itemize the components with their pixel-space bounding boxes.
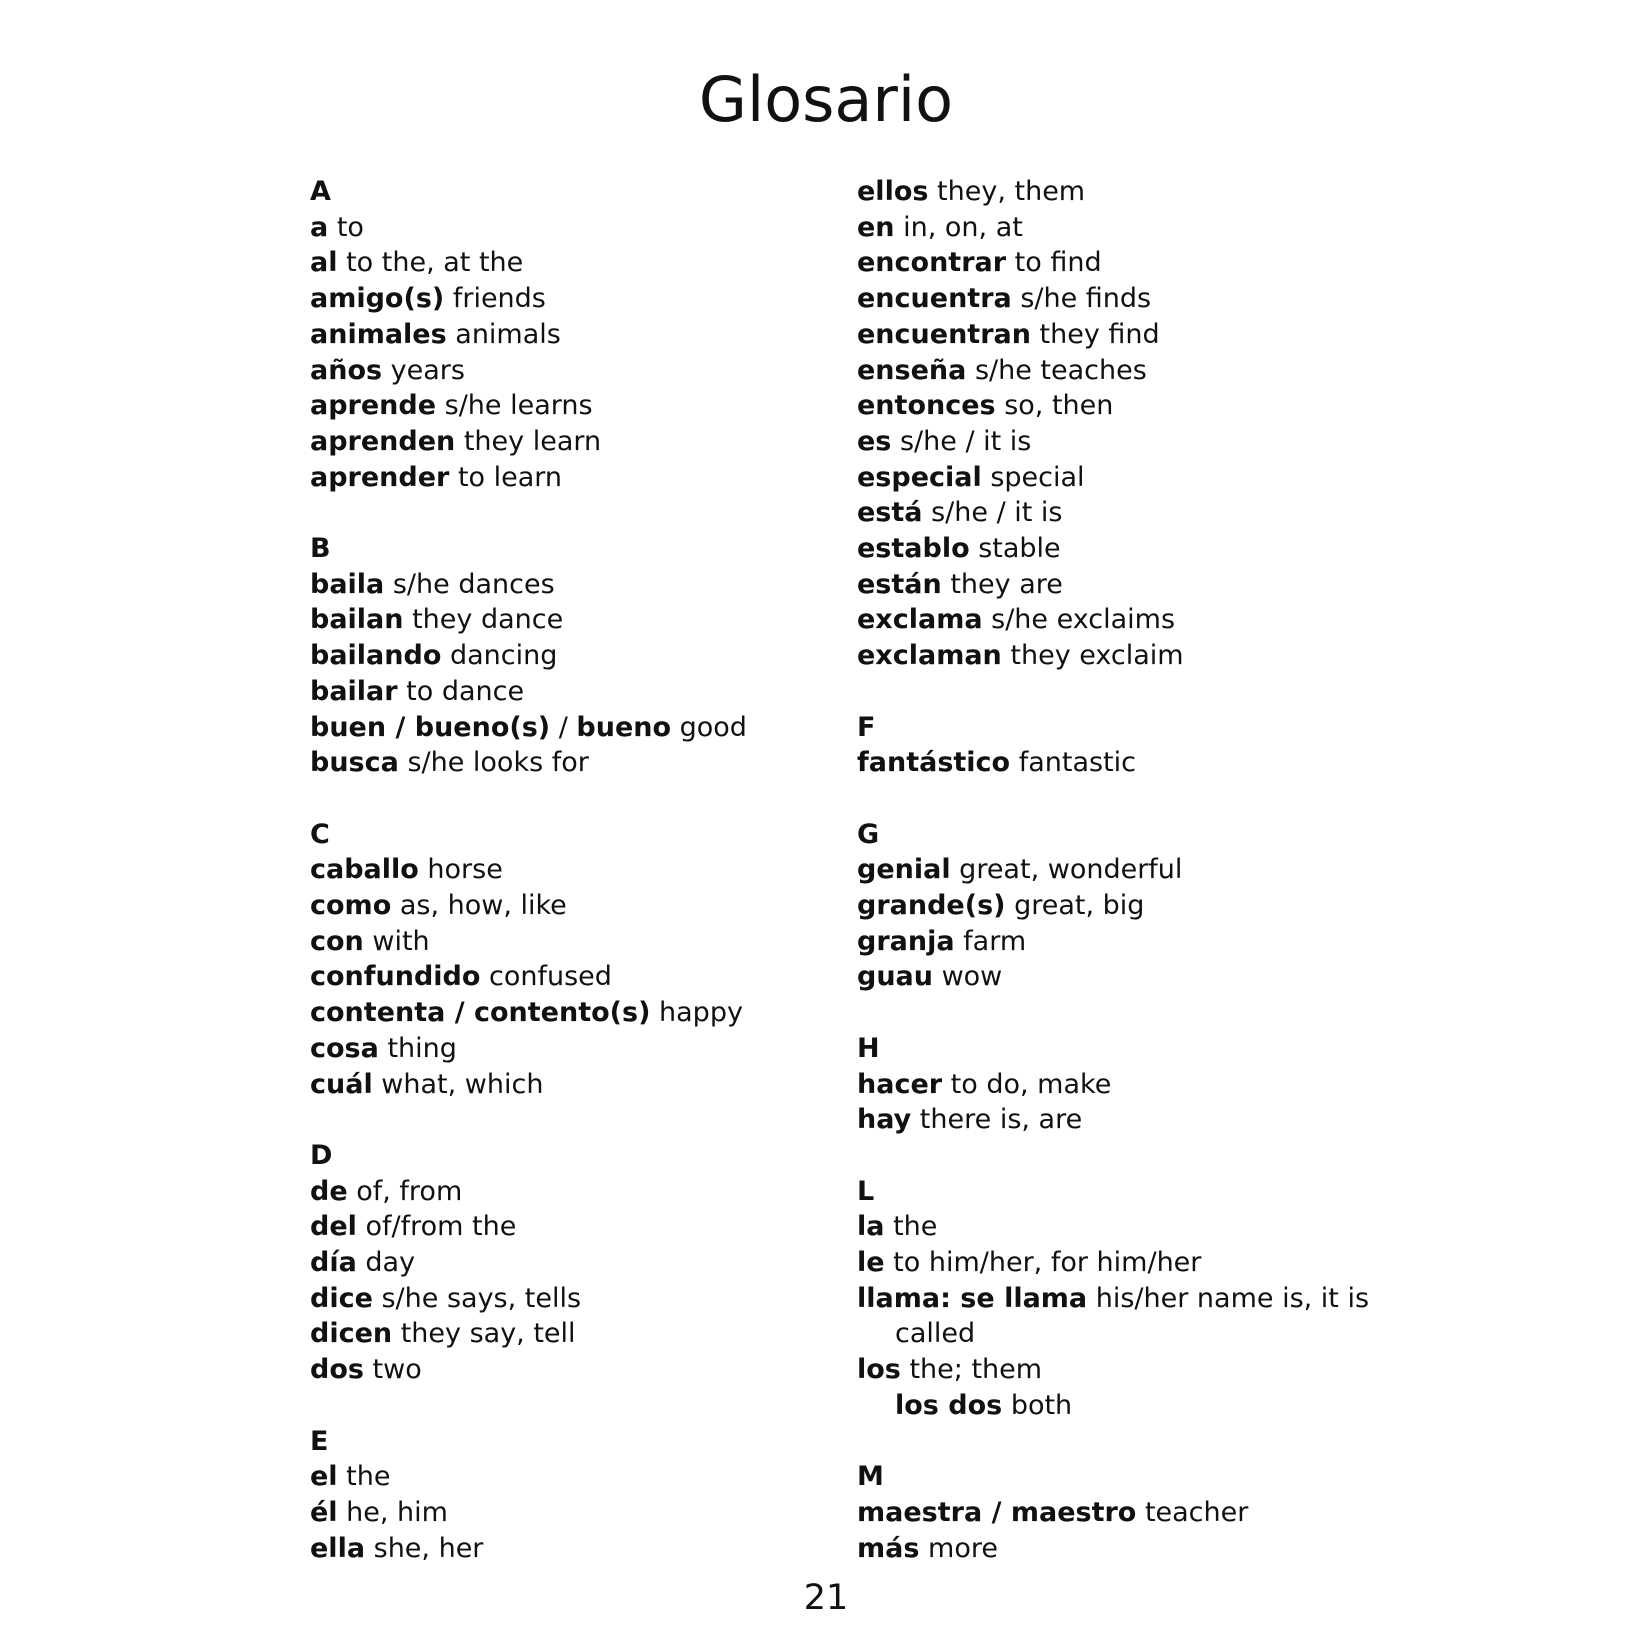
definition: fantastic [1010,747,1136,779]
glossary-entry [310,460,870,496]
glossary-entry [857,745,1417,781]
headword: guau [857,961,933,993]
glossary-entry [310,710,870,746]
definition: friends [444,283,546,315]
definition: happy [650,997,743,1029]
glossary-entry [857,424,1417,460]
glossary-entry [857,567,1417,603]
definition: animals [446,318,561,350]
glossary-entry [857,638,1417,674]
headword: encontrar [857,247,1007,279]
glossary-entry [857,1316,1417,1352]
definition: confused [480,961,612,993]
glossary-entry [857,888,1417,924]
definition: his/her name is, it is [1087,1282,1370,1314]
definition: / [550,711,577,743]
section-letter: G [857,818,880,850]
glossary-column-left [310,174,870,1602]
definition: of, from [347,1175,463,1207]
headword: buen / bueno(s) [310,711,551,743]
definition: with [363,925,430,957]
headword: aprenden [310,425,456,457]
definition: they learn [455,425,602,457]
glossary-entry [857,1352,1417,1388]
definition: teacher [1136,1496,1249,1528]
glossary-entry [310,388,870,424]
section-letter: L [857,1175,875,1207]
glossary-section [857,710,1417,781]
headword: confundido [310,961,481,993]
definition: to [328,211,364,243]
glossary-entry [857,174,1417,210]
glossary-entry [310,245,870,281]
definition: to do, make [942,1068,1112,1100]
section-letter: E [310,1425,329,1457]
headword: es [857,425,892,457]
glossary-entry [310,602,870,638]
glossary-entry [857,388,1417,424]
headword: él [310,1496,338,1528]
definition: s/he dances [384,568,555,600]
definition: horse [418,854,503,886]
definition: stable [969,533,1061,565]
headword: en [857,211,895,243]
glossary-entry [857,245,1417,281]
glossary-column-right [857,174,1417,1602]
section-letter: A [310,176,331,207]
glossary-entry [310,745,870,781]
headword: amigo(s) [310,283,445,315]
glossary-entry [857,959,1417,995]
glossary-entry [310,995,870,1031]
definition: the [337,1461,391,1493]
headword: los [857,1354,901,1386]
headword: dice [310,1282,373,1314]
headword: aprender [310,461,450,493]
glossary-entry [857,1495,1417,1531]
glossary-entry [310,1316,870,1352]
headword: entonces [857,390,996,422]
glossary-section [857,1031,1417,1138]
headword: están [857,568,942,600]
definition: the; them [900,1354,1043,1386]
definition: as, how, like [391,890,567,922]
definition: good [671,711,747,743]
glossary-entry [857,1102,1417,1138]
page-number: 21 [803,1578,849,1618]
definition: dancing [441,640,558,672]
glossary-entry [310,317,870,353]
glossary-entry [310,1459,870,1495]
headword: encuentran [857,318,1031,350]
glossary-section [857,1459,1417,1566]
glossary-entry [857,1067,1417,1103]
definition: wow [933,961,1003,993]
definition: they are [941,568,1063,600]
definition: there is, are [911,1104,1083,1136]
headword: hacer [857,1068,943,1100]
definition: to learn [449,461,563,493]
headword: de [310,1175,348,1207]
definition: s/he / it is [922,497,1063,529]
definition: so, then [995,390,1114,422]
definition: they, them [928,176,1086,207]
headword: especial [857,461,982,493]
definition: day [356,1247,416,1279]
glossary-entry [310,1352,870,1388]
headword: ellos [857,176,929,207]
headword: el [310,1461,338,1493]
headword: establo [857,533,970,565]
glossary-entry [857,495,1417,531]
definition: they find [1030,318,1160,350]
headword: ella [310,1532,366,1564]
headword: del [310,1211,357,1243]
headword: dicen [310,1318,393,1350]
glossary-section [310,1424,870,1567]
headword: a [310,211,329,243]
section-letter: H [857,1032,880,1064]
glossary-section [310,531,870,781]
glossary-entry [310,281,870,317]
headword: animales [310,318,447,350]
definition: thing [378,1032,457,1064]
headword: genial [857,854,951,886]
glossary-entry [310,1281,870,1317]
headword: más [857,1532,920,1564]
definition: s/he learns [436,390,593,422]
section-letter: B [310,533,331,565]
definition: of/from the [356,1211,517,1243]
headword: con [310,925,364,957]
section-letter: C [310,818,330,850]
headword: maestra / maestro [857,1496,1137,1528]
definition: great, big [1005,890,1145,922]
headword: día [310,1247,357,1279]
glossary-entry [857,1245,1417,1281]
glossary-entry [857,1531,1417,1567]
section-letter: F [857,711,876,743]
glossary-entry [310,1495,870,1531]
headword: está [857,497,923,529]
section-letter: D [310,1139,333,1171]
headword: bueno [576,711,672,743]
definition: s/he finds [1011,283,1152,315]
glossary-entry [310,1067,870,1103]
glossary-entry [857,317,1417,353]
glossary-entry [857,353,1417,389]
definition: he, him [337,1496,448,1528]
definition: what, which [372,1068,544,1100]
headword: grande(s) [857,890,1006,922]
glossary-entry [310,353,870,389]
definition: s/he looks for [398,747,589,779]
glossary-entry [857,602,1417,638]
glossary-entry [310,1031,870,1067]
glossary-entry [857,460,1417,496]
definition: to him/her, for him/her [884,1247,1202,1279]
definition: s/he says, tells [372,1282,582,1314]
definition: they dance [403,604,564,636]
headword: al [310,247,338,279]
definition: they say, tell [392,1318,576,1350]
glossary-entry [310,674,870,710]
headword: años [310,354,383,386]
definition: s/he teaches [966,354,1147,386]
glossary-entry [310,1209,870,1245]
glossary-entry [857,1209,1417,1245]
headword: bailar [310,675,398,707]
glossary-entry [857,924,1417,960]
definition: the [884,1211,938,1243]
glossary-entry [857,1281,1417,1317]
headword: como [310,890,392,922]
glossary-entry [310,638,870,674]
headword: caballo [310,854,419,886]
glossary-entry [310,424,870,460]
headword: dos [310,1354,364,1386]
glossary-entry [310,924,870,960]
definition: years [382,354,465,386]
glossary-entry [310,1174,870,1210]
definition: to the, at the [337,247,524,279]
definition: s/he exclaims [982,604,1176,636]
definition: farm [954,925,1027,957]
glossary-section [857,174,1417,674]
glossary-entry [310,210,870,246]
glossary-section [310,817,870,1103]
definition: s/he / it is [891,425,1032,457]
headword: los dos [895,1389,1003,1421]
headword: bailando [310,640,442,672]
headword: exclaman [857,640,1002,672]
definition: to find [1006,247,1102,279]
definition: more [919,1532,998,1564]
glossary-entry [857,210,1417,246]
definition: great, wonderful [950,854,1183,886]
headword: fantástico [857,747,1011,779]
glossary-entry [857,281,1417,317]
headword: busca [310,747,399,779]
glossary-entry [310,888,870,924]
glossary-section [857,817,1417,996]
headword: cuál [310,1068,373,1100]
glossary-entry [310,852,870,888]
definition: two [363,1354,422,1386]
headword: baila [310,568,385,600]
glossary-entry [310,959,870,995]
headword: bailan [310,604,404,636]
glossary-section [857,1174,1417,1424]
headword: granja [857,925,955,957]
glossary-entry [310,1245,870,1281]
glossary-entry [857,531,1417,567]
headword: contenta / contento(s) [310,997,651,1029]
glossary-entry [310,1531,870,1567]
glossary-entry [857,852,1417,888]
glossary-entry [310,567,870,603]
section-letter: M [857,1461,884,1493]
glossary-section [310,174,870,495]
definition: they exclaim [1001,640,1184,672]
glossary-entry [857,1388,1417,1424]
page-title: Glosario [698,63,954,136]
headword: llama: se llama [857,1282,1088,1314]
headword: aprende [310,390,437,422]
definition: she, her [365,1532,484,1564]
definition: in, on, at [894,211,1023,243]
definition: to dance [397,675,525,707]
definition: called [895,1318,976,1350]
definition: special [981,461,1085,493]
headword: cosa [310,1032,379,1064]
headword: enseña [857,354,967,386]
headword: exclama [857,604,983,636]
headword: encuentra [857,283,1012,315]
headword: la [857,1211,885,1243]
definition: both [1002,1389,1073,1421]
headword: hay [857,1104,912,1136]
glossary-section [310,1138,870,1388]
headword: le [857,1247,885,1279]
